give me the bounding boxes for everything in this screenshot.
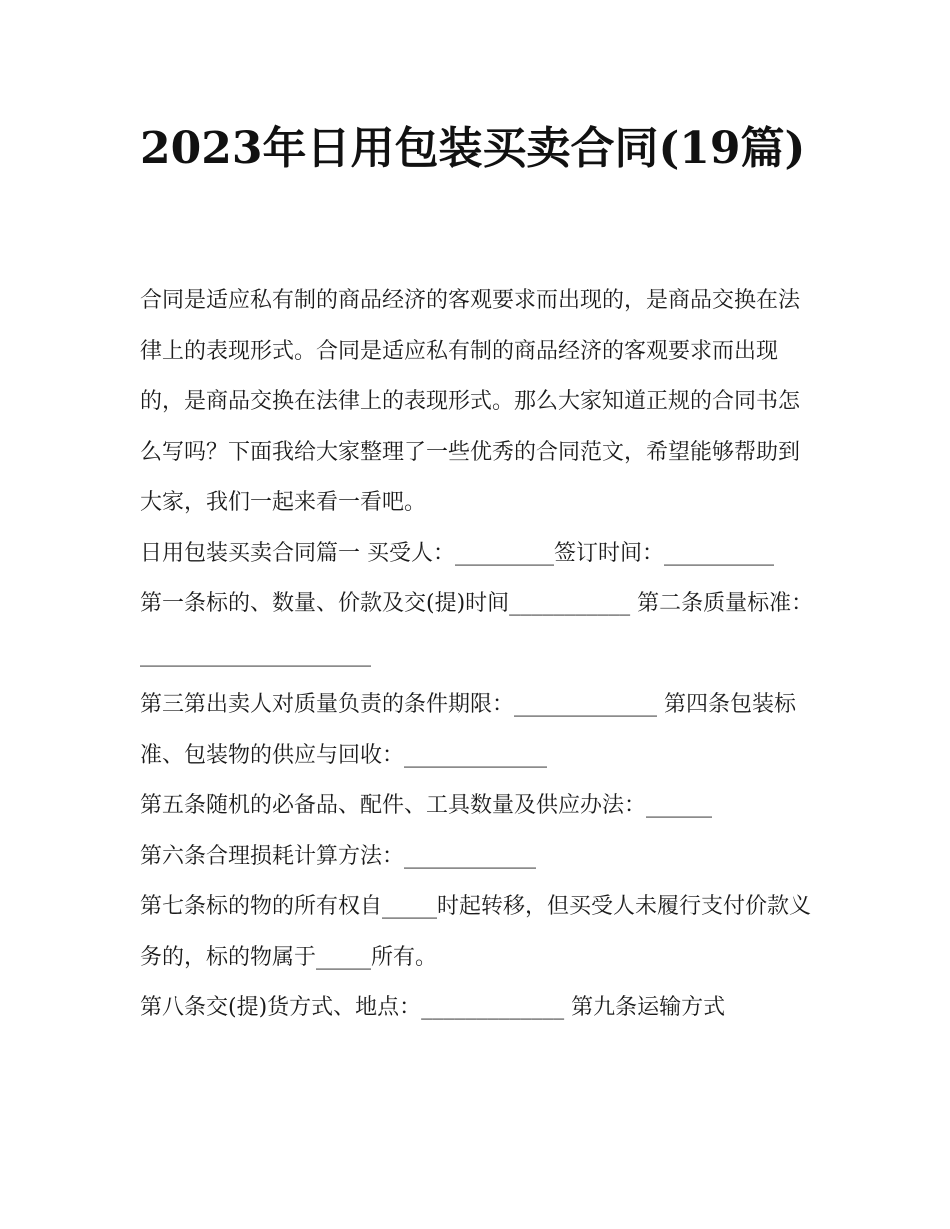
contract-heading-paragraph: 日用包装买卖合同篇一 买受人：_________签订时间：__________ [140,540,774,566]
intro-paragraph: 合同是适应私有制的商品经济的客观要求而出现的，是商品交换在法律上的表现形式。合同是适应私有制的商品经济的客观要求而出现的，是商品交换在法律上的表现形式。那么大家知道正规的合同书怎么写吗？下面我给大家整理了一些优秀的合同范文，希望能够帮助到大家，我们一起来看一看吧。 [140,288,801,515]
clause-1-2-paragraph: 第一条标的、数量、价款及交(提)时间___________ 第二条质量标准：_____________________ [140,591,814,667]
clause-5-paragraph: 第五条随机的必备品、配件、工具数量及供应办法：______ [140,793,713,818]
document-body [140,276,820,1034]
document-title: 2023年日用包装买卖合同(19篇) [140,123,806,174]
clause-8-9-paragraph: 第八条交(提)货方式、地点：_____________ 第九条运输方式 [140,995,726,1020]
clause-3-4-paragraph: 第三第出卖人对质量负责的条件期限：_____________ 第四条包装标准、包装物的供应与回收：_____________ [140,692,796,768]
clause-7-paragraph: 第七条标的物的所有权自_____时起转移，但买受人未履行支付价款义务的，标的物属于_____所有。 [140,894,812,970]
clause-6-paragraph: 第六条合理损耗计算方法：____________ [140,843,537,869]
